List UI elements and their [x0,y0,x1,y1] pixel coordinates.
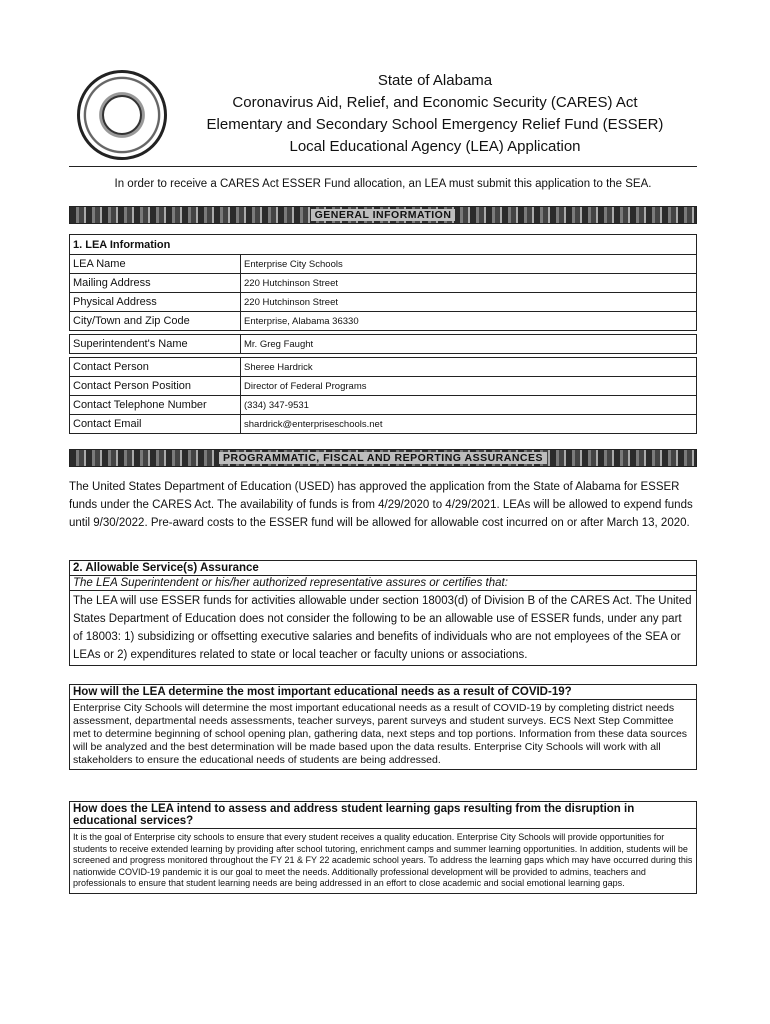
table-row [70,335,697,354]
table-row [70,293,697,312]
header-divider [69,166,697,167]
superintendent-value: Mr. Greg Faught [241,335,697,354]
contact-position-value: Director of Federal Programs [241,377,697,396]
city-zip-value: Enterprise, Alabama 36330 [241,312,697,331]
approval-paragraph: The United States Department of Education (USED) has approved the application from the State of Alabama for ESSER funds under the CARES Act. The availability of funds is from 4/29/2020 to 4/29/2021. LEAs will be allowed to expend funds until 9/30/2022. Pre-award costs to the ESSER fund will be allowed for allowable cost incurred on or after March 13, 2020. [69,481,693,529]
row-label: Mailing Address [70,274,241,293]
lea-information-title: 1. LEA Information [70,235,697,255]
lea-information-table [69,234,697,434]
row-label: Contact Person [70,358,241,377]
table-row [70,255,697,274]
educational-needs-box [69,684,697,770]
assurances-title: PROGRAMMATIC, FISCAL AND REPORTING ASSURANCES [219,452,547,464]
learning-gaps-box [69,801,697,894]
row-label: Contact Telephone Number [70,396,241,415]
lea-name-value: Enterprise City Schools [241,255,697,274]
row-label: Contact Email [70,415,241,434]
table-row [70,377,697,396]
row-label: City/Town and Zip Code [70,312,241,331]
allowable-services-subtitle: The LEA Superintendent or his/her authorized representative assures or certifies that: [70,576,696,591]
educational-needs-question: How will the LEA determine the most important educational needs as a result of COVID-19? [70,685,696,700]
assurances-banner [69,449,697,467]
header-state: State of Alabama [377,72,493,89]
table-row [70,358,697,377]
allowable-services-box [69,560,697,666]
row-label: Contact Person Position [70,377,241,396]
table-row [70,274,697,293]
allowable-services-title: 2. Allowable Service(s) Assurance [70,561,696,576]
educational-needs-answer: Enterprise City Schools will determine the most important educational needs as a result of COVID-19 by completing district needs assessment, departmental needs assessments, teacher surveys, parent surveys and student surveys. ECS Next Step Committee met to determine beginning of school opening plan, gathering data, next steps and top portions. Information from these data sources will be analyzed and the best determination will be made based upon the data results. Enterprise City Schools will work with all stakeholders to ensure the educational needs of students are being addressed. [73,702,688,766]
table-row [70,312,697,331]
allowable-services-body: The LEA will use ESSER funds for activities allowable under section 18003(d) of Division B of the CARES Act. The United States Department of Education does not consider the following to be an allowable use of ESSER funds, under any part of 18003: 1) subsidizing or offsetting executive salaries and benefits of individuals who are not employees of the SEA or LEAs or 2) expenditures related to state or local teacher or faculty unions or associations. [73,595,692,661]
header-application: Local Educational Agency (LEA) Application [289,138,581,155]
physical-address-value: 220 Hutchinson Street [241,293,697,312]
table-row [70,396,697,415]
header-fund: Elementary and Secondary School Emergency Relief Fund (ESSER) [206,116,664,133]
row-label: Superintendent's Name [70,335,241,354]
contact-person-value: Sheree Hardrick [241,358,697,377]
general-information-banner [69,206,697,224]
table-row [70,415,697,434]
learning-gaps-answer: It is the goal of Enterprise city schools to ensure that every student receives a quality education. Enterprise City Schools will provide opportunities for students to receive extended learning by providing after school tutoring, enrichment camps and summer learning opportunities. In addition, students will be screened and progress monitored throughout the FY 21 & FY 22 academic school years. To address the learning gaps which may have occurred during this nationwide COVID-19 pandemic it is our goal to meet the needs. Additionally professional development will be provided to admins, teachers and professionals to ensure that student learning needs are being addressed in an effort to close academic and social emotional learning gaps. [73,832,693,888]
learning-gaps-question: How does the LEA intend to assess and address student learning gaps resulting from the disruption in educational services? [70,802,696,829]
alabama-state-seal-icon [77,70,167,160]
row-label: LEA Name [70,255,241,274]
seal-center [102,95,142,135]
row-label: Physical Address [70,293,241,312]
header-act: Coronavirus Aid, Relief, and Economic Security (CARES) Act [232,94,638,111]
intro-text: In order to receive a CARES Act ESSER Fund allocation, an LEA must submit this application to the SEA. [114,178,652,190]
lea-information-header-row [70,235,697,255]
document-header [170,70,700,158]
general-information-title: GENERAL INFORMATION [311,209,456,221]
contact-email-value: shardrick@enterpriseschools.net [241,415,697,434]
mailing-address-value: 220 Hutchinson Street [241,274,697,293]
contact-telephone-value: (334) 347-9531 [241,396,697,415]
